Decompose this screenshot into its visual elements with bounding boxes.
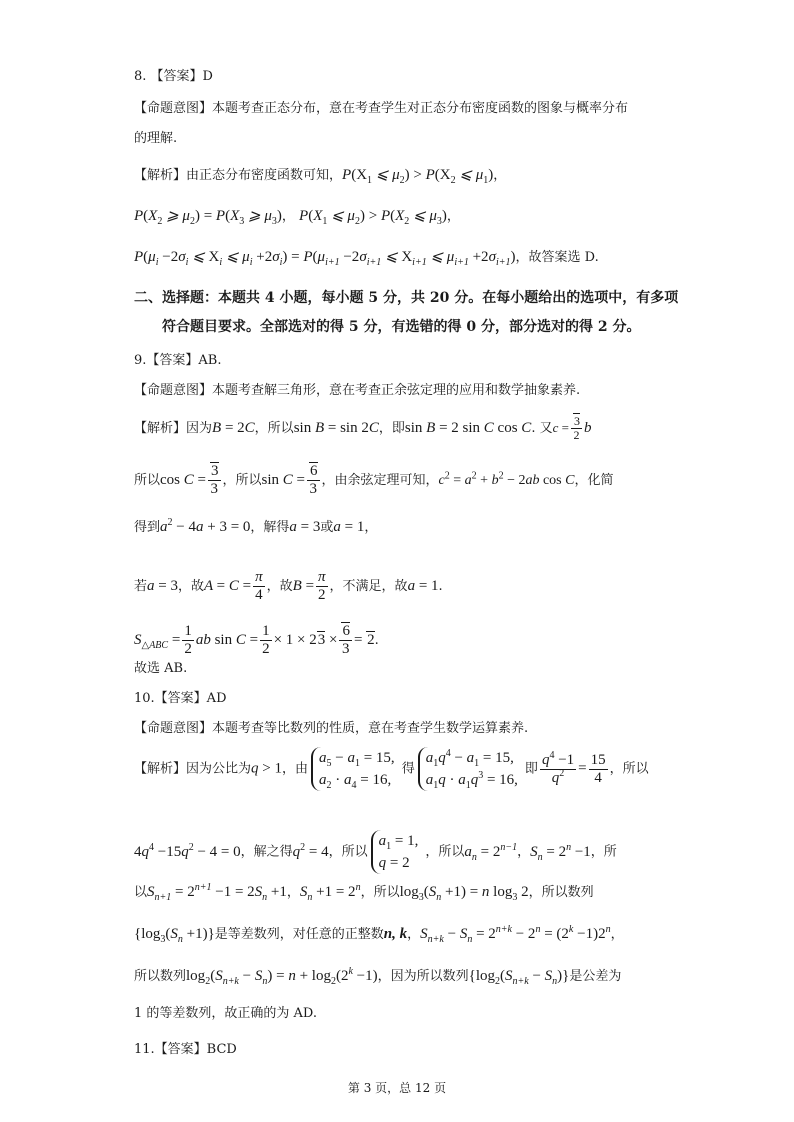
formula: $\{\log_3(S_n +1)\}$ [134,926,215,945]
formula: $\log_2(S_{n+k} - S_n) = n + \log_2(2^k -1)$ [186,966,378,987]
text: ，所以 [328,844,368,860]
text: ，所以 [425,844,465,860]
formula: sin B = 2 sin C cos C [404,420,532,436]
q9-analysis-4: 若a = 3，故A = C = $\frac{\pi}{4}$ ，故B = $\frac{\pi}{2}$ ，不满足，故a = 1. [134,569,443,603]
formula: $S_n +1 = 2^n$ [299,882,361,903]
fraction: $\frac{1}{2}$ [184,623,192,657]
q10-analysis-5 [134,966,621,987]
formula: $S_n = 2^n -1$ [530,841,591,863]
text: ，即 [378,421,405,436]
formula: cos C = [160,472,206,488]
q9-answer: 9.【答案】AB. [134,353,222,368]
q9-analysis-5: $S_{\triangle ABC}$ = $\frac{1}{2}$ ab sin C = $\frac{1}{2}$ × 1 × 23 × $\frac{6}{3}$ = 2. [134,623,379,657]
text: 或 [320,520,334,535]
q8-analysis-2: $P(X_2$ ⩾ $\mu_2) = P(X_3$ ⩾ $\mu_3$)， $P(X_1$ ⩽ $\mu_2) > P(X_2$ ⩽ $\mu_3$)， [134,208,460,227]
formula: a = 1 [333,519,365,535]
formula: a = 3 [289,519,321,535]
text: ，化简 [574,473,614,488]
q8-analysis-1: 【解析】由正态分布密度函数可知，$P(X_1$ ⩽ $\mu_2) > P(X_2$ ⩽ $\mu_1$)， [134,167,507,186]
formula: $S_{n+1} = 2^{n+1} -1 = 2S_n +1$ [147,882,287,903]
text: 所以 [134,473,161,488]
formula: $q^2 = 4$ [292,841,329,860]
text: ，所以 [222,473,262,488]
q9-final: 故选 AB. [134,661,188,676]
text: ，所 [590,844,617,860]
formula: a = 1 [407,578,439,594]
text: 得 [401,761,415,777]
text: ，由余弦定理可知， [321,473,439,488]
formula: sin C = [261,472,306,488]
q8-formula-1: $P(X_1$ ⩽ $\mu_2) > P(X_2$ ⩽ $\mu_1$) [342,167,494,186]
formula: $\{\log_2(S_{n+k} - S_n)\}$ [468,968,570,987]
fraction: $\frac{3}{3}$ [208,463,221,498]
text: ，由 [281,761,308,777]
q11-answer: 11.【答案】BCD [134,1042,237,1057]
text: ，所以 [254,421,294,436]
q8-answer: 8. 【答案】D [134,69,213,84]
equation-system: $a_5 - a_1 = 15$, $a_2 \cdot a_4 = 16$, [311,747,399,791]
fraction: $\frac{3}{2}$ [571,415,582,442]
fraction: $\frac{\pi}{2}$ [318,569,326,603]
text: . 又 [531,421,553,436]
text: 【解析】因为 [134,421,213,436]
fraction: $\frac{6}{3}$ [307,463,320,498]
section2-title: 二、选择题：本题共 4 小题，每小题 5 分，共 20 分。在每小题给出的选项中，有多项 [134,290,679,306]
formula: a = 3 [147,578,178,594]
formula: $a_n = 2^{n-1}$ [464,841,518,863]
q8-formula-4: $P(\mu_i -2\sigma_i$ ⩽ $X_i$ ⩽ $\mu_i +2\sigma_i) = P(\mu_{i+1} -2\sigma_{i+1}$ ⩽ $X_{i+1}$ ⩽ $\mu_{i+1} +2\sigma_{i+1}$) [134,249,516,268]
q8-analysis-lead: 【解析】由正态分布密度函数可知， [134,168,343,183]
text: 若 [134,579,148,594]
fraction: $\frac{6}{3}$ [339,623,352,658]
text: 【解析】因为公比为 [134,761,252,777]
formula: c = [552,420,569,435]
q10-answer: 10.【答案】AD [134,691,227,706]
text: ，因为所以数列 [377,969,469,984]
text: 即 [524,761,538,777]
formula: sin B = sin 2C [293,420,379,436]
formula: n, k [383,926,408,942]
q10-analysis-2: $4q^4 -15q^2 - 4 = 0$，解之得$q^2 = 4$，所以 $a_1 = 1$, q = 2 ，所以$a_n = 2^{n-1}$，$S_n = 2^n -1$，所 [134,830,617,874]
text: ，所以 [360,885,400,900]
q9-analysis-2 [134,463,614,498]
q8-analysis-3 [134,247,599,268]
q10-intent: 【命题意图】本题考查等比数列的性质，意在考查学生数学运算素养. [134,721,529,736]
formula: B = 2C [212,420,255,436]
q10-analysis-3: 以$S_{n+1} = 2^{n+1} -1 = 2S_n +1$，$S_n +1 = 2^n$，所以$\log_3(S_n +1) = n$ $\log_3 2$，所以数列 [134,882,594,903]
fraction: $\frac{\pi}{4}$ [255,569,263,603]
formula: A = C = [204,578,252,594]
text: 以 [134,885,148,900]
text: ，不满足，故 [329,579,408,594]
text: 是公差为 [569,969,622,984]
q8-conclusion: ，故答案选 D. [515,250,599,265]
q8-formula-3: $P(X_1$ ⩽ $\mu_2) > P(X_2$ ⩽ $\mu_3$) [299,208,447,227]
q10-conclusion: 1 的等差数列，故正确的为 AD. [134,1006,318,1021]
fraction: $\frac{q^4 -1}{q^2}$ [541,749,575,786]
formula: $a^2 - 4a + 3 = 0$ [160,517,251,535]
equation-system: $a_1 = 1$, q = 2 [371,830,423,874]
formula: $S_{\triangle ABC}$ = [134,632,181,651]
section2-title-cont: 符合题目要求。全部选对的得 5 分，有选错的得 0 分，部分选对的得 2 分。 [162,319,641,335]
text: ，故 [177,579,204,594]
q9-analysis-3: 得到$a^2 - 4a + 3 = 0$，解得a = 3或a = 1， [134,517,378,535]
text: 是等差数列，对任意的正整数 [214,927,384,942]
text: ，解得 [250,520,290,535]
q9-analysis-1 [134,415,591,442]
q10-analysis-4: $\{\log_3(S_n +1)\}$是等差数列，对任意的正整数n, k，$S_{n+k} - S_n = 2^{n+k} - 2^n = (2^k -1)2^n$， [134,924,624,945]
formula: $S_{n+k} - S_n = 2^{n+k} - 2^n = (2^k -1)2^n$ [420,924,611,945]
text: ，所以数列 [528,885,594,900]
page-footer: 第 3 页，总 12 页 [347,1081,447,1095]
formula: b [583,420,592,436]
text: ，所以 [609,761,649,777]
text: ，解之得 [240,844,293,860]
q8-intent: 【命题意图】本题考查正态分布，意在考查学生对正态分布密度函数的图象与概率分布 [134,101,629,116]
formula: = [578,760,587,777]
text: ，故 [266,579,293,594]
q8-formula-2: $P(X_2$ ⩾ $\mu_2) = P(X_3$ ⩾ $\mu_3$) [134,208,282,227]
formula: = 2 [353,632,375,648]
q10-analysis-1 [134,747,649,791]
formula: × 1 × 23 × [273,632,338,648]
fraction: $\frac{1}{2}$ [262,623,270,657]
fraction: $\frac{15}{4}$ [590,751,606,786]
formula: $c^2 = a^2 + b^2 - 2ab$ cos C [438,470,575,488]
q9-intent: 【命题意图】本题考查解三角形，意在考查正余弦定理的应用和数学抽象素养. [134,383,581,398]
equation-system: $a_1q^4 - a_1 = 15$, $a_1q \cdot a_1q^3 = 16$, [418,747,522,791]
text: 所以数列 [134,969,187,984]
text: 得到 [134,520,161,535]
formula: $4q^4 -15q^2 - 4 = 0$ [134,841,241,860]
formula: $\log_3(S_n +1) = n$ $\log_3 2$ [399,884,529,903]
formula: ab sin C = [195,632,259,648]
q8-intent-cont: 的理解. [134,131,178,146]
formula: B = [292,578,315,594]
formula: q > 1 [251,760,282,777]
